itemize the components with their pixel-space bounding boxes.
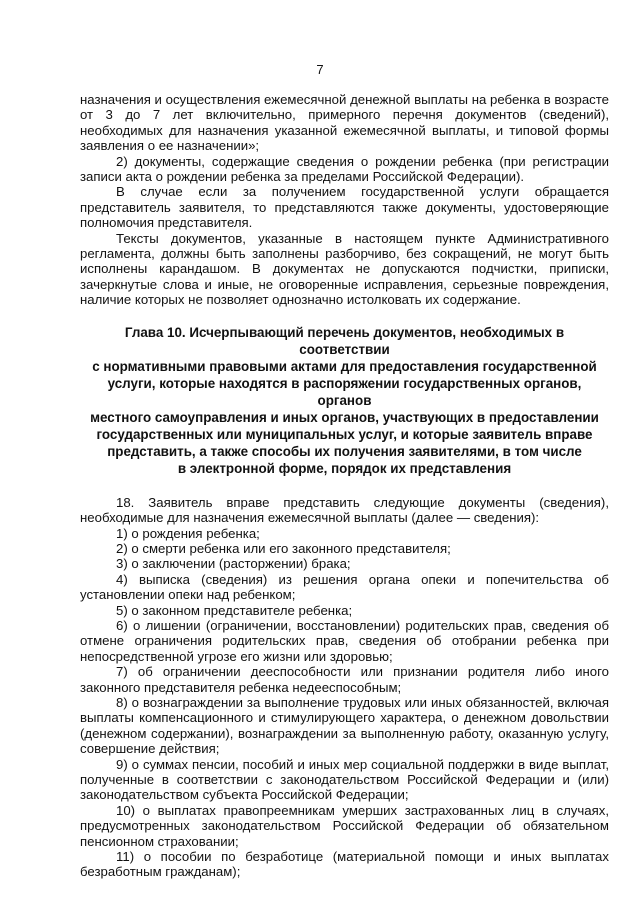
paragraphs-top xyxy=(80,92,609,308)
paragraph: 8) о вознаграждении за выполнение трудовых или иных обязанностей, включая выплаты компенсационного и стимулирующего характера, о денежном довольствии (денежном содержании), вознаграждении за выполненную работу, оказанную услугу, совершение действия; xyxy=(80,694,609,757)
chapter-heading xyxy=(80,324,609,477)
paragraph: 11) о пособии по безработице (материальной помощи и иных выплатах безработным гражданам); xyxy=(80,849,609,880)
paragraph: назначения и осуществления ежемесячной денежной выплаты на ребенка в возрасте от 3 до 7 лет включительно, примерного перечня документов (сведений), необходимых для назначения указанной ежемесячной выплаты, и типовой формы заявления о ее назначении»; xyxy=(80,92,609,154)
paragraphs-bottom xyxy=(80,495,609,880)
chapter-heading-line: Глава 10. Исчерпывающий перечень документов, необходимых в соответствии xyxy=(124,324,565,357)
paragraph: 5) о законном представителе ребенка; xyxy=(116,602,353,618)
chapter-heading-line: в электронной форме, порядок их представления xyxy=(177,460,512,476)
document-body xyxy=(80,92,609,880)
paragraph: Тексты документов, указанные в настоящем пункте Административного регламента, должны быть заполнены разборчиво, без сокращений, не могут быть исполнены карандашом. В документах не допускаются подчистки, приписки, зачеркнутые слова и иные, не оговоренные исправления, серьезные повреждения, наличие которых не позволяет однозначно истолковать их содержание. xyxy=(80,230,609,308)
paragraph: 2) документы, содержащие сведения о рождении ребенка (при регистрации записи акта о рождении ребенка за пределами Российской Федерации). xyxy=(80,153,609,185)
paragraph: 18. Заявитель вправе представить следующие документы (сведения), необходимые для назначения ежемесячной выплаты (далее — сведения): xyxy=(80,494,609,526)
paragraph: 7) об ограничении дееспособности или признании родителя либо иного законного представителя ребенка недееспособным; xyxy=(80,664,609,695)
chapter-heading-line: услуги, которые находятся в распоряжении государственных органов, органов xyxy=(107,375,582,408)
chapter-heading-line: представить, а также способы их получения заявителями, в том числе xyxy=(107,443,582,459)
chapter-heading-line: с нормативными правовыми актами для предоставления государственной xyxy=(92,358,597,374)
chapter-heading-line: местного самоуправления и иных органов, участвующих в предоставлении xyxy=(90,409,599,425)
paragraph: 1) о рождения ребенка; xyxy=(116,525,260,541)
paragraph: В случае если за получением государственной услуги обращается представитель заявителя, то представляются также документы, удостоверяющие полномочия представителя. xyxy=(80,184,609,231)
paragraph: 4) выписка (сведения) из решения органа опеки и попечительства об установлении опеки над ребенком; xyxy=(80,571,609,603)
paragraph: 9) о суммах пенсии, пособий и иных мер социальной поддержки в виде выплат, полученные в соответствии с законодательством Российской Федерации и (или) законодательством субъекта Российской Федерации; xyxy=(80,756,609,803)
chapter-heading-line: государственных или муниципальных услуг, и которые заявитель вправе xyxy=(96,426,593,442)
page-number: 7 xyxy=(316,62,324,77)
paragraph: 6) о лишении (ограничении, восстановлении) родительских прав, сведения об отмене ограничения родительских прав, сведения об отобрании ребенка при непосредственной угрозе его жизни или здоровью; xyxy=(80,617,609,664)
paragraph: 3) о заключении (расторжении) брака; xyxy=(116,556,351,572)
paragraph: 2) о смерти ребенка или его законного представителя; xyxy=(116,540,451,556)
paragraph: 10) о выплатах правопреемникам умерших застрахованных лиц в случаях, предусмотренных законодательством Российской Федерации об обязательном пенсионном страховании; xyxy=(80,802,609,849)
